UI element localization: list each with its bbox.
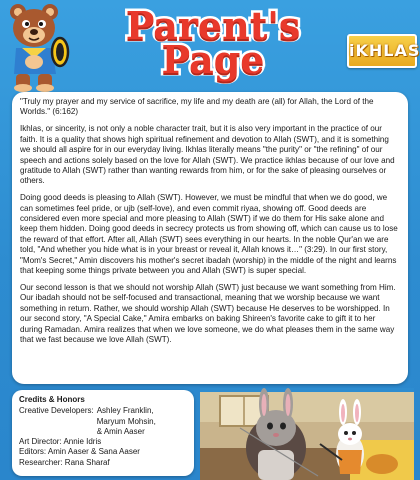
art-director-line: Art Director: Annie Idris	[19, 437, 102, 447]
creative-developer-name: Maryum Mohsin,	[96, 416, 156, 426]
page-header	[0, 0, 420, 96]
main-text	[20, 97, 400, 352]
quote-paragraph: "Truly my prayer and my service of sacrifice, my life and my death are (all) for Allah, the Lord of the Worlds." (6:162)	[20, 97, 374, 117]
second-lesson-paragraph: Our second lesson is that we should not worship Allah (SWT) just because we want something from Him. Our ibadah should not be self-focused and transactional, meaning that we worship because we want something in return. Rather, we should worship Allah (SWT) because He deserves to be worshipped. In our second story, "A Special Cake," Amira embarks on baking Shireen's favorite cake to gift it to her during Ramadan. Amira realizes that when we love someone, we do what pleases them in the same way that we fast because we love Allah (SWT).	[20, 283, 396, 345]
credits-card	[12, 390, 194, 476]
good-deeds-paragraph: Doing good deeds is pleasing to Allah (SWT). However, we must be mindful that when we do good, we can sometimes feel pride, or ujb (self-love), and even commit riyaa, showing off. Good deeds are considered even more special and more pleasing to Allah (SWT) if we do them for His sake alone and keep them hidden. Doing good deeds in secrecy protects us from showing off, which can cause us to lose the reward of that effort. After all, Allah (SWT) sees everything in our hearts. In the noble Qur'an we are told, "And whether you hide what is in your breast or reveal it, Allah knows it…" (3:29). In our first story, "Mom's Secret," Amin discovers his mother's secret ibadah (worship) in the middle of the night and learns that keeping some things private between you and Allah (SWT) is super special.	[20, 193, 398, 276]
ikhlas-logo: iKHLAS	[347, 34, 417, 68]
page-title-line-1: Parent's	[125, 3, 301, 48]
creative-developers-row	[19, 406, 191, 437]
credits	[19, 395, 191, 468]
page-title-line-2: Page	[161, 37, 265, 82]
credits-heading: Credits & Honors	[19, 395, 85, 404]
creative-developer-name: & Amin Aaser	[96, 426, 145, 436]
bear-mascot-icon	[4, 2, 72, 92]
main-text-card	[12, 92, 408, 384]
page-title	[118, 3, 308, 82]
creative-developer-name: Ashley Franklin,	[96, 406, 154, 416]
creative-developers-names	[94, 406, 156, 437]
creative-developers-label: Creative Developers:	[19, 406, 94, 416]
researcher-line: Researcher: Rana Sharaf	[19, 457, 110, 467]
rabbits-illustration	[200, 388, 414, 480]
editors-line: Editors: Amin Aaser & Sana Aaser	[19, 447, 140, 457]
ikhlas-paragraph: Ikhlas, or sincerity, is not only a noble character trait, but it is also very important in the practice of our faith. It is a quality that shows high spiritual refinement and devotion to Allah (SWT), and it is something we should all aspire for in our everyday living. Ikhlas literally means "the purity" or "the refining" of our speech and actions solely based on the love for Allah (SWT). We practice ikhlas because of our love and gratitude to Allah (SWT) rather than wanting rewards from him, or for the sake of pleasing ourselves or others.	[20, 124, 395, 186]
